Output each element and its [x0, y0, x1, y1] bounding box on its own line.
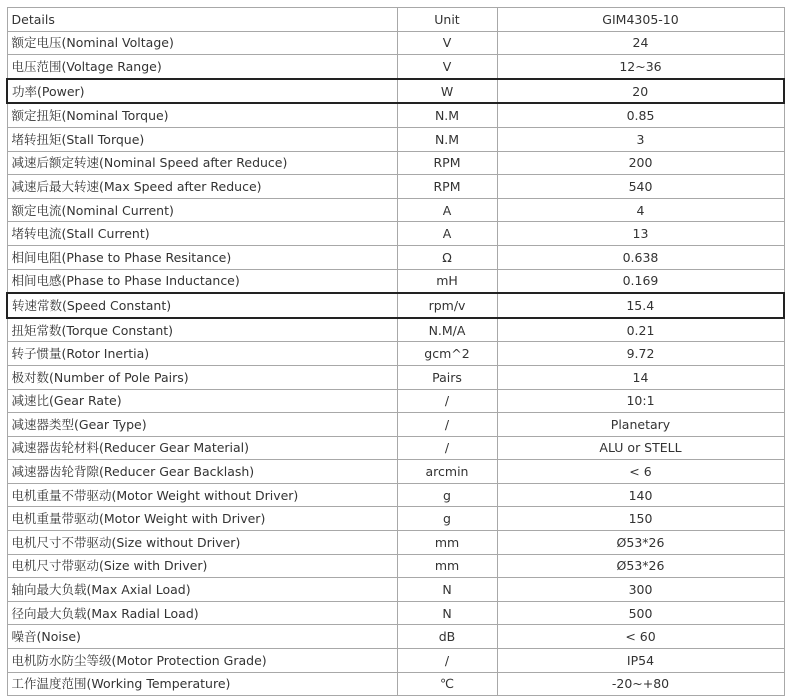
- value-cell: 0.21: [497, 318, 784, 342]
- unit-cell: N.M: [397, 127, 497, 151]
- detail-cell: 减速后额定转速(Nominal Speed after Reduce): [7, 151, 397, 175]
- table-row: [7, 365, 784, 389]
- value-cell: 20: [497, 79, 784, 104]
- table-row: [7, 389, 784, 413]
- unit-cell: mm: [397, 554, 497, 578]
- spec-table: [6, 7, 785, 696]
- value-cell: 12~36: [497, 55, 784, 79]
- unit-cell: g: [397, 483, 497, 507]
- table-row: [7, 413, 784, 437]
- detail-cell: 电机尺寸不带驱动(Size without Driver): [7, 531, 397, 555]
- unit-cell: W: [397, 79, 497, 104]
- table-row: [7, 507, 784, 531]
- unit-cell: RPM: [397, 175, 497, 199]
- unit-cell: Pairs: [397, 365, 497, 389]
- table-row: [7, 175, 784, 199]
- table-row: [7, 460, 784, 484]
- detail-cell: 径向最大负载(Max Radial Load): [7, 601, 397, 625]
- detail-cell: 转速常数(Speed Constant): [7, 293, 397, 318]
- value-cell: 24: [497, 31, 784, 55]
- detail-cell: 相间电感(Phase to Phase Inductance): [7, 269, 397, 293]
- detail-cell: 工作温度范围(Working Temperature): [7, 672, 397, 696]
- unit-cell: /: [397, 389, 497, 413]
- value-cell: < 60: [497, 625, 784, 649]
- unit-cell: dB: [397, 625, 497, 649]
- unit-cell: /: [397, 413, 497, 437]
- value-cell: 200: [497, 151, 784, 175]
- unit-cell: /: [397, 649, 497, 673]
- detail-cell: 电机重量不带驱动(Motor Weight without Driver): [7, 483, 397, 507]
- value-cell: 10:1: [497, 389, 784, 413]
- table-row: [7, 151, 784, 175]
- value-cell: 150: [497, 507, 784, 531]
- detail-cell: 相间电阻(Phase to Phase Resitance): [7, 245, 397, 269]
- value-cell: 0.169: [497, 269, 784, 293]
- detail-cell: 减速器齿轮材料(Reducer Gear Material): [7, 436, 397, 460]
- value-cell: 540: [497, 175, 784, 199]
- detail-cell: 减速比(Gear Rate): [7, 389, 397, 413]
- value-cell: 0.85: [497, 103, 784, 127]
- detail-cell: 电压范围(Voltage Range): [7, 55, 397, 79]
- detail-cell: 电机尺寸带驱动(Size with Driver): [7, 554, 397, 578]
- detail-cell: 电机防水防尘等级(Motor Protection Grade): [7, 649, 397, 673]
- unit-cell: Ω: [397, 245, 497, 269]
- value-cell: 500: [497, 601, 784, 625]
- unit-cell: mH: [397, 269, 497, 293]
- unit-cell: A: [397, 222, 497, 246]
- table-row: [7, 531, 784, 555]
- unit-cell: N: [397, 601, 497, 625]
- table-row: [7, 436, 784, 460]
- detail-cell: 减速后最大转速(Max Speed after Reduce): [7, 175, 397, 199]
- value-cell: 15.4: [497, 293, 784, 318]
- value-cell: < 6: [497, 460, 784, 484]
- detail-cell: 额定电压(Nominal Voltage): [7, 31, 397, 55]
- unit-cell: N.M/A: [397, 318, 497, 342]
- value-cell: 9.72: [497, 342, 784, 366]
- value-cell: -20~+80: [497, 672, 784, 696]
- detail-cell: 扭矩常数(Torque Constant): [7, 318, 397, 342]
- unit-cell: gcm^2: [397, 342, 497, 366]
- unit-cell: A: [397, 198, 497, 222]
- table-row: [7, 222, 784, 246]
- unit-cell: mm: [397, 531, 497, 555]
- detail-cell: 额定电流(Nominal Current): [7, 198, 397, 222]
- value-cell: 300: [497, 578, 784, 602]
- unit-cell: rpm/v: [397, 293, 497, 318]
- header-unit: Unit: [397, 8, 497, 32]
- header-details: Details: [7, 8, 397, 32]
- table-row: [7, 79, 784, 104]
- table-row: [7, 554, 784, 578]
- header-model: GIM4305-10: [497, 8, 784, 32]
- unit-cell: g: [397, 507, 497, 531]
- table-row: [7, 198, 784, 222]
- detail-cell: 减速器齿轮背隙(Reducer Gear Backlash): [7, 460, 397, 484]
- table-row: [7, 127, 784, 151]
- table-row: [7, 55, 784, 79]
- detail-cell: 堵转扭矩(Stall Torque): [7, 127, 397, 151]
- detail-cell: 转子惯量(Rotor Inertia): [7, 342, 397, 366]
- value-cell: 0.638: [497, 245, 784, 269]
- table-header-row: [7, 8, 784, 32]
- detail-cell: 减速器类型(Gear Type): [7, 413, 397, 437]
- unit-cell: N: [397, 578, 497, 602]
- value-cell: 140: [497, 483, 784, 507]
- table-row: [7, 483, 784, 507]
- detail-cell: 堵转电流(Stall Current): [7, 222, 397, 246]
- value-cell: 14: [497, 365, 784, 389]
- unit-cell: V: [397, 31, 497, 55]
- value-cell: 13: [497, 222, 784, 246]
- table-row: [7, 625, 784, 649]
- value-cell: Planetary: [497, 413, 784, 437]
- detail-cell: 额定扭矩(Nominal Torque): [7, 103, 397, 127]
- table-row: [7, 649, 784, 673]
- unit-cell: RPM: [397, 151, 497, 175]
- value-cell: Ø53*26: [497, 531, 784, 555]
- table-row: [7, 342, 784, 366]
- value-cell: ALU or STELL: [497, 436, 784, 460]
- detail-cell: 功率(Power): [7, 79, 397, 104]
- detail-cell: 极对数(Number of Pole Pairs): [7, 365, 397, 389]
- unit-cell: N.M: [397, 103, 497, 127]
- table-row: [7, 318, 784, 342]
- table-row: [7, 578, 784, 602]
- detail-cell: 轴向最大负载(Max Axial Load): [7, 578, 397, 602]
- unit-cell: /: [397, 436, 497, 460]
- value-cell: Ø53*26: [497, 554, 784, 578]
- table-row: [7, 31, 784, 55]
- detail-cell: 噪音(Noise): [7, 625, 397, 649]
- table-row: [7, 269, 784, 293]
- table-row: [7, 103, 784, 127]
- table-row: [7, 672, 784, 696]
- value-cell: 4: [497, 198, 784, 222]
- table-row: [7, 245, 784, 269]
- table-row: [7, 601, 784, 625]
- unit-cell: ℃: [397, 672, 497, 696]
- unit-cell: arcmin: [397, 460, 497, 484]
- table-row: [7, 293, 784, 318]
- unit-cell: V: [397, 55, 497, 79]
- detail-cell: 电机重量带驱动(Motor Weight with Driver): [7, 507, 397, 531]
- value-cell: 3: [497, 127, 784, 151]
- value-cell: IP54: [497, 649, 784, 673]
